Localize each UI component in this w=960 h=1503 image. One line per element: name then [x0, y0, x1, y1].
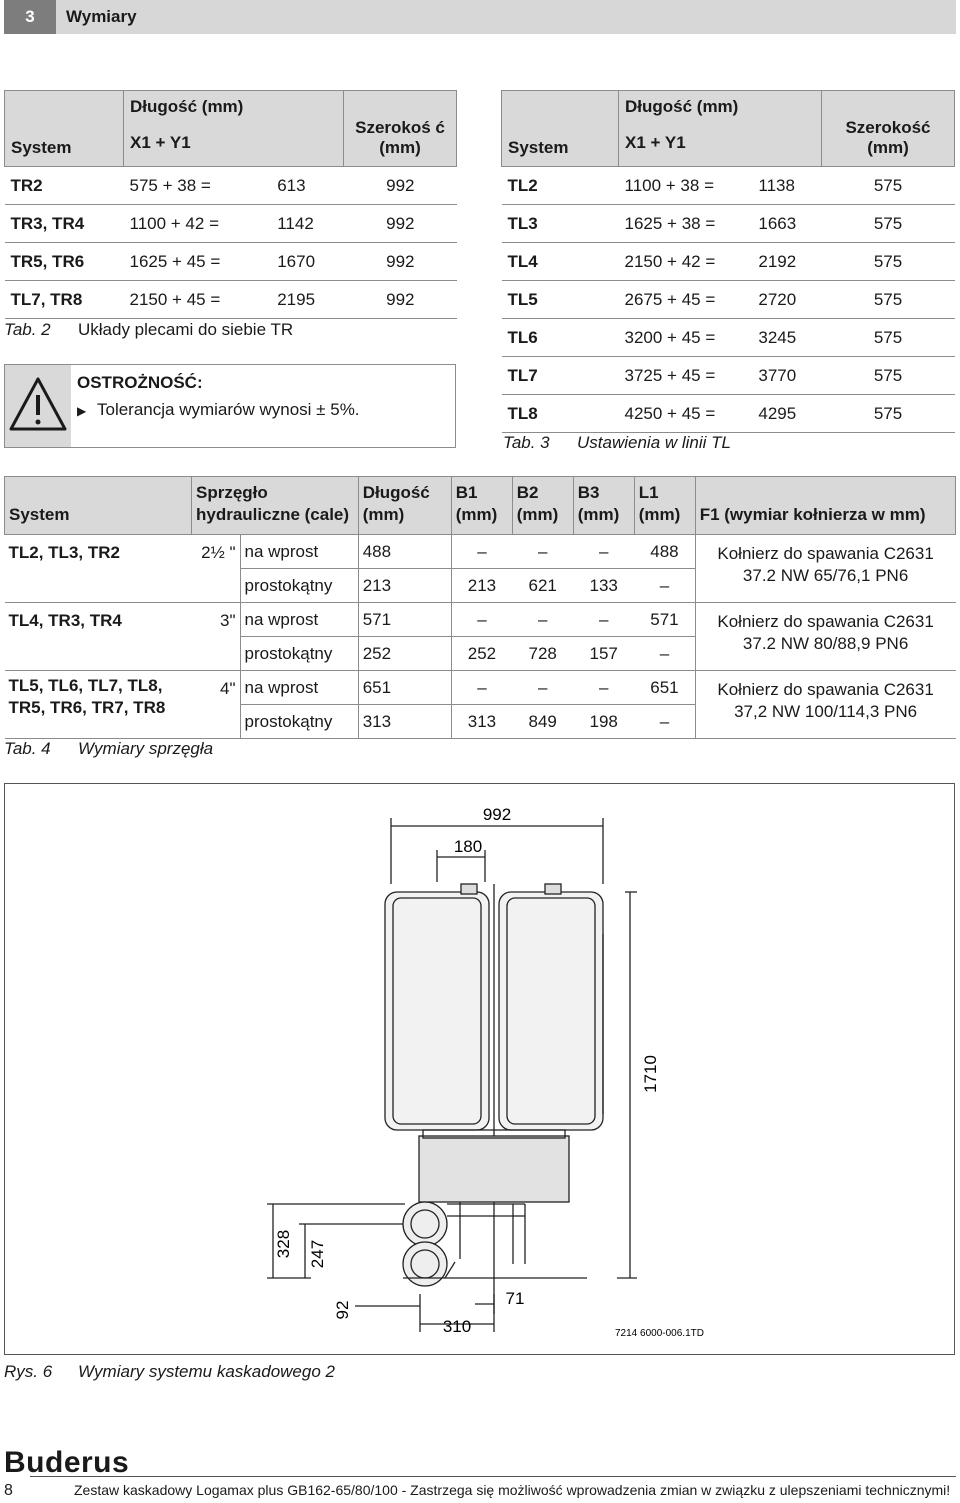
table-row — [502, 395, 955, 433]
col-system: System — [502, 91, 619, 167]
brand-logo: Buderus — [4, 1446, 130, 1479]
table-row — [502, 357, 955, 395]
cell-formula: 2150 + 45 = — [124, 281, 272, 319]
dim-310: 310 — [442, 1317, 472, 1336]
col-width: Szerokość (mm) — [822, 91, 955, 167]
cell-width: 992 — [344, 205, 457, 243]
col-coupling: Sprzęgło hydrauliczne (cale) — [192, 477, 359, 535]
cell-system: TL2, TL3, TR2 — [5, 535, 192, 603]
cell-b1: – — [451, 671, 512, 705]
cell-system: TL7 — [502, 357, 619, 395]
cell-b1: – — [451, 535, 512, 569]
cell-system: TL5 — [502, 281, 619, 319]
table-row — [5, 243, 457, 281]
dim-992: 992 — [482, 805, 512, 824]
cell-type: na wprost — [240, 671, 358, 705]
cell-formula: 3725 + 45 = — [619, 357, 753, 395]
table-inline-tl — [501, 90, 955, 433]
caption-text: Ustawienia w linii TL — [577, 433, 731, 452]
cell-b3: – — [573, 671, 634, 705]
cell-result: 3770 — [752, 357, 821, 395]
table4-caption — [4, 739, 213, 759]
col-length: Długość (mm) — [358, 477, 451, 535]
caption-label: Tab. 3 — [503, 433, 550, 452]
cell-result: 2192 — [752, 243, 821, 281]
cell-type: prostokątny — [240, 637, 358, 671]
cell-l1: 571 — [634, 603, 695, 637]
cell-result: 3245 — [752, 319, 821, 357]
table-row — [502, 243, 955, 281]
caption-label: Tab. 4 — [4, 739, 51, 758]
col-b2: B2 (mm) — [512, 477, 573, 535]
cascade-system-drawing — [4, 783, 955, 1355]
cell-width: 575 — [822, 281, 955, 319]
cell-formula: 1100 + 38 = — [619, 167, 753, 205]
cell-formula: 1625 + 45 = — [124, 243, 272, 281]
dim-180: 180 — [453, 837, 483, 856]
table-row — [502, 167, 955, 205]
cell-b1: 252 — [451, 637, 512, 671]
table-row — [5, 671, 956, 705]
cell-result: 1663 — [752, 205, 821, 243]
cell-formula: 575 + 38 = — [124, 167, 272, 205]
cell-b2: 728 — [512, 637, 573, 671]
cell-size: 4" — [192, 671, 241, 739]
section-number: 3 — [4, 0, 56, 34]
col-system: System — [5, 91, 124, 167]
cell-size: 2½ " — [192, 535, 241, 603]
dim-71: 71 — [505, 1289, 525, 1308]
table-row — [502, 205, 955, 243]
cell-l1: – — [634, 705, 695, 739]
cell-system: TL3 — [502, 205, 619, 243]
warning-icon — [5, 365, 71, 447]
cell-b3: 198 — [573, 705, 634, 739]
cell-result: 2195 — [271, 281, 343, 319]
cell-b3: 157 — [573, 637, 634, 671]
col-length — [124, 91, 344, 167]
cell-width: 575 — [822, 319, 955, 357]
cell-system: TR2 — [5, 167, 124, 205]
col-width: Szerokoś ć (mm) — [344, 91, 457, 167]
cell-system: TL8 — [502, 395, 619, 433]
col-system: System — [5, 477, 192, 535]
cell-f1: Kołnierz do spawania C2631 37,2 NW 100/114,3 PN6 — [695, 671, 955, 739]
table2-caption — [4, 320, 293, 340]
table-row — [5, 535, 956, 569]
table-back-to-back-tr — [4, 90, 457, 319]
cell-result: 4295 — [752, 395, 821, 433]
cell-system: TL4, TR3, TR4 — [5, 603, 192, 671]
table-row — [502, 319, 955, 357]
cell-formula: 3200 + 45 = — [619, 319, 753, 357]
cell-b2: – — [512, 603, 573, 637]
cell-width: 992 — [344, 281, 457, 319]
table-row — [5, 167, 457, 205]
cell-width: 992 — [344, 167, 457, 205]
cell-width: 575 — [822, 243, 955, 281]
cell-result: 1670 — [271, 243, 343, 281]
caution-item-text: Tolerancja wymiarów wynosi ± 5%. — [97, 400, 360, 419]
cell-formula: 4250 + 45 = — [619, 395, 753, 433]
cell-result: 613 — [271, 167, 343, 205]
cell-formula: 2150 + 42 = — [619, 243, 753, 281]
cell-b1: 313 — [451, 705, 512, 739]
caution-box — [4, 364, 456, 448]
cell-b1: 213 — [451, 569, 512, 603]
cell-l1: 651 — [634, 671, 695, 705]
cell-width: 575 — [822, 167, 955, 205]
dim-328: 328 — [274, 1229, 293, 1259]
dim-1710: 1710 — [641, 1055, 660, 1093]
page-number: 8 — [4, 1482, 13, 1499]
caption-text: Układy plecami do siebie TR — [78, 320, 294, 339]
dim-92: 92 — [333, 1300, 352, 1320]
table-coupling-dimensions — [4, 476, 956, 739]
cell-b3: – — [573, 535, 634, 569]
cell-size: 3" — [192, 603, 241, 671]
cell-length: 313 — [358, 705, 451, 739]
cell-system: TL4 — [502, 243, 619, 281]
cell-b1: – — [451, 603, 512, 637]
cell-result: 1138 — [752, 167, 821, 205]
table3-caption — [503, 433, 731, 453]
col-x1y1: X1 + Y1 — [625, 133, 686, 152]
footer-text: Zestaw kaskadowy Logamax plus GB162-65/80/100 - Zastrzega się możliwość wprowadzenia zmian w związku z ulepszeniami technicznymi! — [74, 1482, 951, 1498]
cell-type: na wprost — [240, 535, 358, 569]
caption-text: Wymiary systemu kaskadowego 2 — [78, 1362, 335, 1381]
cell-l1: 488 — [634, 535, 695, 569]
cell-type: prostokątny — [240, 705, 358, 739]
col-b1: B1 (mm) — [451, 477, 512, 535]
cell-b2: 849 — [512, 705, 573, 739]
cell-width: 575 — [822, 205, 955, 243]
bullet-arrow-icon: ▶ — [77, 404, 87, 418]
cell-type: na wprost — [240, 603, 358, 637]
table-row — [5, 205, 457, 243]
cell-length: 252 — [358, 637, 451, 671]
col-b3: B3 (mm) — [573, 477, 634, 535]
cell-formula: 1100 + 42 = — [124, 205, 272, 243]
footer-divider — [30, 1476, 956, 1477]
cell-result: 1142 — [271, 205, 343, 243]
cell-b3: 133 — [573, 569, 634, 603]
table-row — [502, 281, 955, 319]
cell-length: 651 — [358, 671, 451, 705]
drawing-code: 7214 6000-006.1TD — [615, 1328, 704, 1339]
cell-l1: – — [634, 637, 695, 671]
cell-length: 488 — [358, 535, 451, 569]
col-f1: F1 (wymiar kołnierza w mm) — [695, 477, 955, 535]
col-x1y1: X1 + Y1 — [130, 133, 191, 152]
cell-type: prostokątny — [240, 569, 358, 603]
cell-system: TL2 — [502, 167, 619, 205]
cell-formula: 1625 + 38 = — [619, 205, 753, 243]
cell-f1: Kołnierz do spawania C2631 37.2 NW 80/88,9 PN6 — [695, 603, 955, 671]
cell-system: TL6 — [502, 319, 619, 357]
caption-text: Wymiary sprzęgła — [78, 739, 214, 758]
figure-caption — [4, 1362, 335, 1382]
col-length-label: Długość (mm) — [130, 97, 244, 116]
cell-result: 2720 — [752, 281, 821, 319]
caution-title: OSTROŻNOŚĆ: — [77, 373, 203, 392]
cell-b2: – — [512, 671, 573, 705]
cell-length: 213 — [358, 569, 451, 603]
caption-label: Tab. 2 — [4, 320, 51, 339]
section-title: Wymiary — [56, 0, 956, 34]
cell-b2: 621 — [512, 569, 573, 603]
cell-f1: Kołnierz do spawania C2631 37.2 NW 65/76,1 PN6 — [695, 535, 955, 603]
dim-247: 247 — [308, 1239, 327, 1269]
cell-width: 575 — [822, 395, 955, 433]
cell-l1: – — [634, 569, 695, 603]
col-l1: L1 (mm) — [634, 477, 695, 535]
cell-system: TR5, TR6 — [5, 243, 124, 281]
table-row — [5, 281, 457, 319]
cell-system: TL7, TR8 — [5, 281, 124, 319]
cell-length: 571 — [358, 603, 451, 637]
cell-b2: – — [512, 535, 573, 569]
table-row — [5, 603, 956, 637]
cell-width: 992 — [344, 243, 457, 281]
col-length — [619, 91, 822, 167]
cell-system: TR3, TR4 — [5, 205, 124, 243]
cell-width: 575 — [822, 357, 955, 395]
cell-b3: – — [573, 603, 634, 637]
cell-system: TL5, TL6, TL7, TL8, TR5, TR6, TR7, TR8 — [5, 671, 192, 739]
caution-item — [77, 400, 360, 420]
caption-label: Rys. 6 — [4, 1362, 53, 1381]
col-length-label: Długość (mm) — [625, 97, 739, 116]
cell-formula: 2675 + 45 = — [619, 281, 753, 319]
drawing-svg — [5, 784, 954, 1354]
